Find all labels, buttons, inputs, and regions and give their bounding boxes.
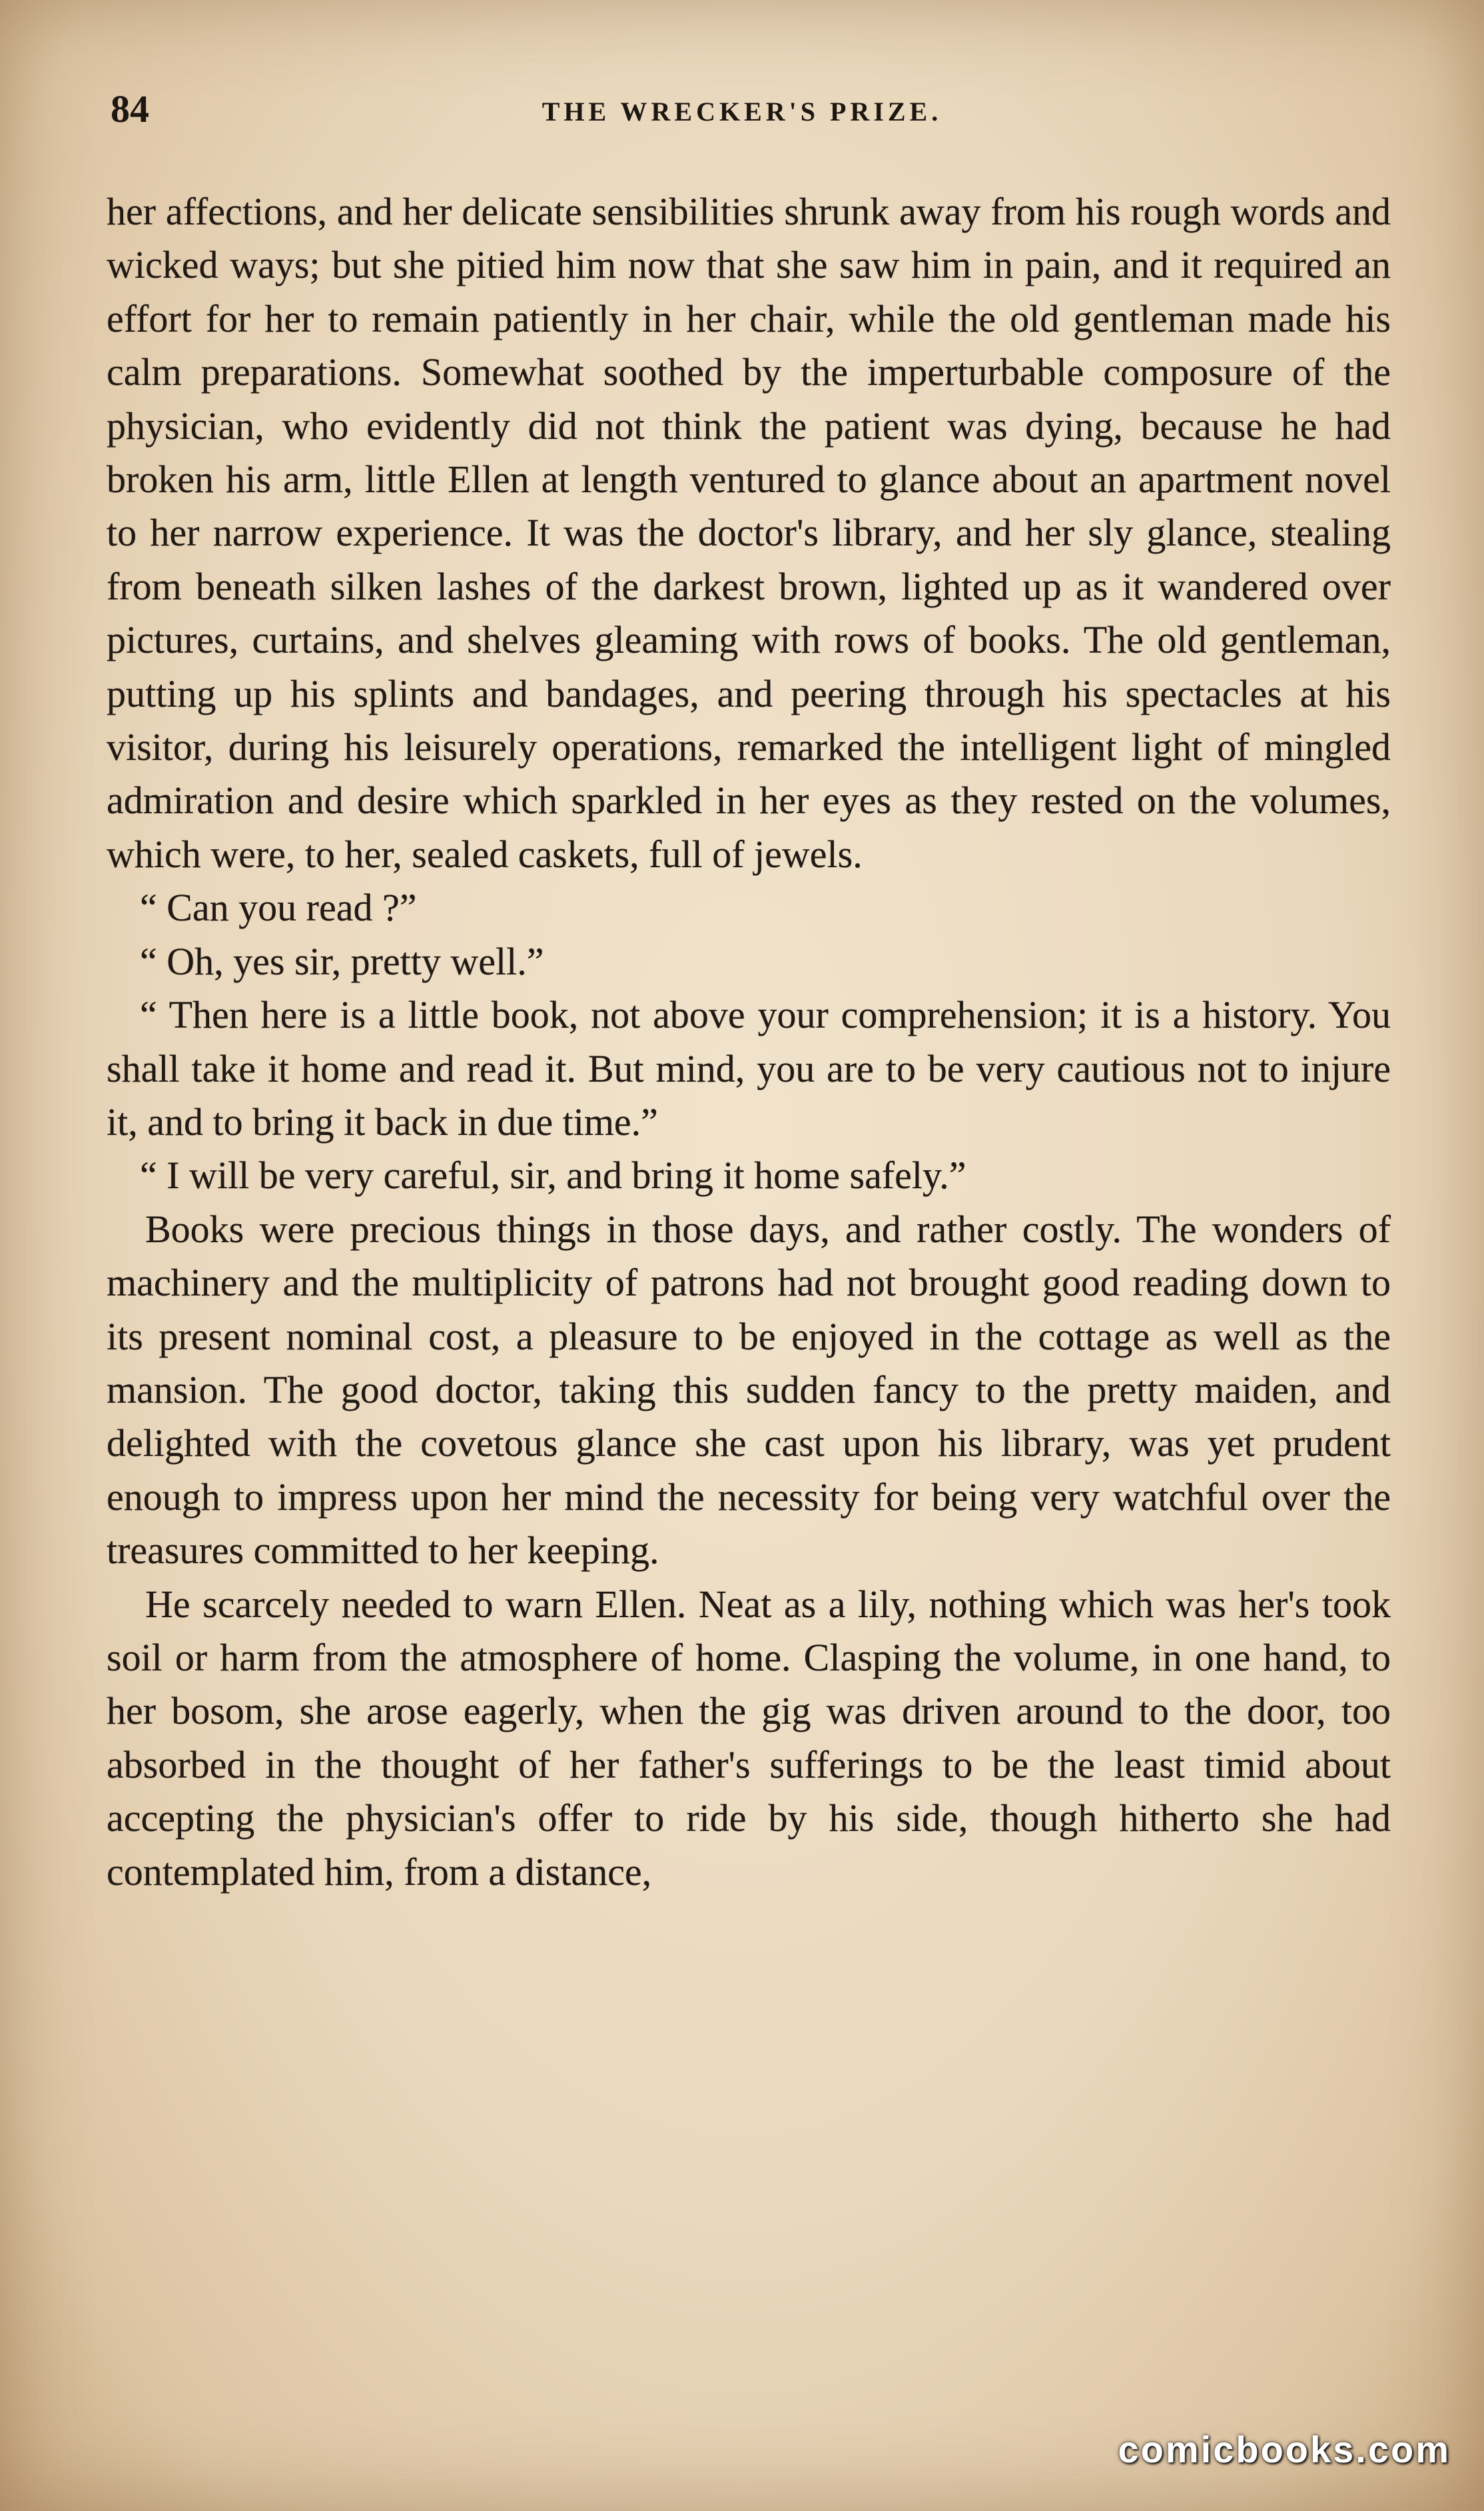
paragraph: Books were precious things in those days, and rather costly. The wonders of machinery and the multiplicity of patrons had not brought good reading down to its present nominal cost, a pleasure to be enjoyed in the cottage as well as the mansion. The good doctor, taking this sudden fancy to the pretty maiden, and delighted with the covetous glance she cast upon his library, was yet prudent enough to impress upon her mind the necessity for being very watchful over the treasures committed to her keeping.	[107, 1207, 1391, 1573]
dialogue-line: “ Then here is a little book, not above your comprehension; it is a history. You shall take it home and read it. But mind, you are to be very cautious not to injure it, and to bring it back in due time.”	[107, 993, 1391, 1144]
dialogue-line: “ Can you read ?”	[140, 886, 417, 930]
page-number: 84	[111, 87, 149, 131]
body-text	[107, 185, 1391, 1899]
watermark-text: comicbooks.com	[1118, 2428, 1451, 2470]
paragraph-continuation: her affections, and her delicate sensibilities shrunk away from his rough words and wicked ways; but she pitied him now that she saw him in pain, and it required an effort for her to remain patiently in her chair, while the old gentleman made his calm preparations. Somewhat soothed by the imperturbable composure of the physician, who evidently did not think the patient was dying, because he had broken his arm, little Ellen at length ventured to glance about an apartment novel to her narrow experience. It was the doctor's library, and her sly glance, stealing from beneath silken lashes of the darkest brown, lighted up as it wandered over pictures, curtains, and shelves gleaming with rows of books. The old gentleman, putting up his splints and bandages, and peering through his spectacles at his visitor, during his leisurely operations, remarked the intelligent light of mingled admiration and desire which sparkled in her eyes as they rested on the volumes, which were, to her, sealed caskets, full of jewels.	[107, 190, 1391, 876]
running-head: THE WRECKER'S PRIZE.	[542, 97, 942, 127]
dialogue-line: “ Oh, yes sir, pretty well.”	[140, 939, 544, 983]
dialogue-line: “ I will be very careful, sir, and bring it home safely.”	[140, 1154, 966, 1198]
page-header	[107, 87, 1377, 140]
paragraph: He scarcely needed to warn Ellen. Neat as a lily, nothing which was her's took soil or harm from the atmosphere of home. Clasping the volume, in one hand, to her bosom, she arose eagerly, when the gig was driven around to the door, too absorbed in the thought of her father's sufferings to be the least timid about accepting the physician's offer to ride by his side, though hitherto she had contemplated him, from a distance,	[107, 1582, 1391, 1894]
